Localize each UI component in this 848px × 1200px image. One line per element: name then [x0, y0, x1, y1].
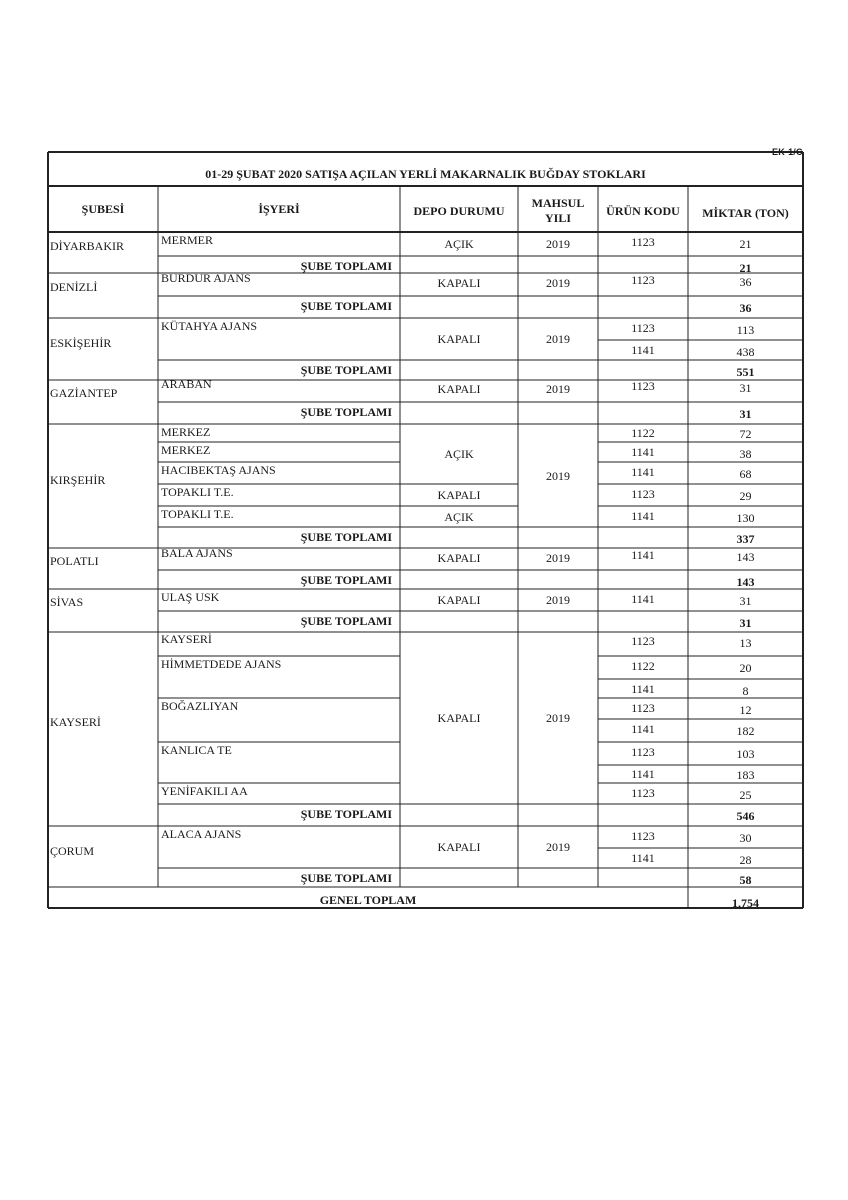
branch-name: ÇORUM: [50, 844, 95, 858]
table-title: 01-29 ŞUBAT 2020 SATIŞA AÇILAN YERLİ MAKARNALIK BUĞDAY STOKLARI: [205, 167, 646, 181]
branch-name: SİVAS: [50, 595, 84, 609]
header-depo: DEPO DURUMU: [413, 204, 505, 218]
isyeri-cell: ULAŞ USK: [161, 590, 220, 604]
subtotal-value: 36: [739, 301, 752, 315]
urun-kodu-cell: 1141: [631, 682, 655, 696]
branch-name: KAYSERİ: [50, 715, 101, 729]
depo-cell: KAPALI: [437, 840, 481, 854]
branch-name: KIRŞEHİR: [50, 472, 106, 487]
miktar-cell: 8: [742, 684, 749, 698]
header-miktar: MİKTAR (TON): [702, 206, 789, 220]
mahsul-yili-cell: 2019: [546, 840, 570, 854]
miktar-cell: 31: [739, 381, 752, 395]
isyeri-cell: KAYSERİ: [161, 632, 212, 646]
urun-kodu-cell: 1141: [631, 465, 655, 479]
subtotal-label: ŞUBE TOPLAMI: [300, 871, 392, 885]
branch-name: ESKİŞEHİR: [50, 336, 112, 350]
isyeri-cell: BOĞAZLIYAN: [161, 699, 239, 713]
mahsul-yili-cell: 2019: [546, 468, 570, 483]
urun-kodu-cell: 1141: [631, 592, 655, 606]
isyeri-cell: KÜTAHYA AJANS: [161, 319, 258, 333]
miktar-cell: 438: [736, 345, 755, 359]
miktar-cell: 25: [739, 788, 752, 802]
urun-kodu-cell: 1123: [631, 379, 655, 393]
isyeri-cell: HİMMETDEDE AJANS: [161, 657, 282, 671]
depo-cell: KAPALI: [437, 332, 481, 346]
urun-kodu-cell: 1141: [631, 343, 655, 357]
mahsul-yili-cell: 2019: [546, 382, 570, 396]
header-urun-kodu: ÜRÜN KODU: [606, 204, 680, 218]
miktar-cell: 68: [739, 467, 752, 481]
depo-cell: KAPALI: [437, 276, 481, 290]
isyeri-cell: BURDUR AJANS: [161, 271, 251, 285]
mahsul-yili-cell: 2019: [546, 593, 570, 607]
urun-kodu-cell: 1123: [631, 321, 655, 335]
mahsul-yili-cell: 2019: [546, 710, 570, 725]
mahsul-yili-cell: 2019: [546, 550, 570, 565]
miktar-cell: 143: [736, 550, 755, 564]
subtotal-value: 58: [739, 873, 752, 887]
document-tag: EK-1/C: [772, 147, 803, 157]
urun-kodu-cell: 1123: [631, 273, 655, 287]
branch-name: POLATLI: [50, 554, 99, 568]
isyeri-cell: TOPAKLI T.E.: [161, 485, 234, 499]
subtotal-value: 337: [736, 532, 755, 546]
miktar-cell: 21: [739, 237, 752, 251]
miktar-cell: 183: [736, 768, 755, 782]
urun-kodu-cell: 1141: [631, 851, 655, 865]
depo-cell: AÇIK: [444, 447, 474, 461]
subtotal-label: ŞUBE TOPLAMI: [300, 299, 392, 313]
isyeri-cell: MERKEZ: [161, 443, 211, 457]
miktar-cell: 30: [739, 831, 752, 845]
subtotal-value: 21: [739, 261, 752, 275]
isyeri-cell: ALACA AJANS: [161, 827, 242, 841]
branch-name: DENİZLİ: [50, 279, 98, 294]
miktar-cell: 130: [736, 511, 755, 525]
subtotal-label: ŞUBE TOPLAMI: [300, 405, 392, 419]
grand-total-value: 1,754: [732, 896, 759, 910]
miktar-cell: 72: [739, 427, 752, 441]
urun-kodu-cell: 1123: [631, 235, 655, 249]
miktar-cell: 28: [739, 853, 752, 867]
grand-total-label: GENEL TOPLAM: [319, 893, 417, 907]
depo-cell: AÇIK: [444, 509, 474, 524]
urun-kodu-cell: 1123: [631, 634, 655, 648]
urun-kodu-cell: 1123: [631, 829, 655, 843]
mahsul-yili-cell: 2019: [546, 332, 570, 346]
subtotal-label: ŞUBE TOPLAMI: [300, 573, 392, 587]
urun-kodu-cell: 1123: [631, 745, 655, 759]
subtotal-value: 546: [736, 809, 755, 823]
isyeri-cell: HACIBEKTAŞ AJANS: [161, 463, 276, 477]
isyeri-cell: BALA AJANS: [161, 546, 233, 560]
subtotal-label: ŞUBE TOPLAMI: [300, 807, 392, 821]
miktar-cell: 113: [736, 323, 755, 337]
mahsul-yili-cell: 2019: [546, 276, 570, 290]
urun-kodu-cell: 1141: [631, 445, 655, 459]
depo-cell: KAPALI: [437, 382, 481, 396]
subtotal-label: ŞUBE TOPLAMI: [300, 259, 392, 273]
isyeri-cell: TOPAKLI T.E.: [161, 507, 234, 521]
isyeri-cell: ARABAN: [161, 377, 212, 391]
depo-cell: KAPALI: [437, 488, 481, 502]
depo-cell: KAPALI: [437, 710, 481, 725]
depo-cell: KAPALI: [437, 593, 481, 607]
subtotal-value: 31: [739, 616, 752, 630]
miktar-cell: 20: [739, 661, 752, 675]
branch-name: GAZİANTEP: [50, 386, 118, 400]
miktar-cell: 182: [736, 724, 755, 738]
subtotal-label: ŞUBE TOPLAMI: [300, 363, 392, 377]
miktar-cell: 13: [739, 636, 752, 650]
urun-kodu-cell: 1141: [631, 509, 655, 523]
urun-kodu-cell: 1141: [631, 722, 655, 736]
urun-kodu-cell: 1123: [631, 487, 655, 501]
mahsul-yili-cell: 2019: [546, 237, 570, 251]
isyeri-cell: MERKEZ: [161, 425, 211, 439]
urun-kodu-cell: 1141: [631, 548, 655, 562]
urun-kodu-cell: 1122: [631, 659, 655, 673]
miktar-cell: 29: [739, 489, 752, 503]
branch-name: DİYARBAKIR: [50, 239, 125, 253]
subtotal-value: 551: [736, 365, 755, 379]
isyeri-cell: YENİFAKILI AA: [161, 784, 248, 798]
urun-kodu-cell: 1122: [631, 426, 655, 440]
depo-cell: KAPALI: [437, 550, 481, 565]
miktar-cell: 103: [736, 747, 755, 761]
header-mahsul: MAHSUL: [531, 196, 585, 210]
subtotal-label: ŞUBE TOPLAMI: [300, 614, 392, 628]
isyeri-cell: MERMER: [161, 233, 214, 247]
header-yil: YILI: [544, 211, 571, 225]
subtotal-label: ŞUBE TOPLAMI: [300, 530, 392, 544]
header-sube: ŞUBESİ: [81, 202, 125, 216]
urun-kodu-cell: 1123: [631, 786, 655, 800]
urun-kodu-cell: 1123: [631, 701, 655, 715]
miktar-cell: 36: [739, 275, 752, 289]
miktar-cell: 38: [739, 447, 752, 461]
miktar-cell: 12: [739, 703, 752, 717]
depo-cell: AÇIK: [444, 237, 474, 251]
isyeri-cell: KANLICA TE: [161, 743, 232, 757]
urun-kodu-cell: 1141: [631, 767, 655, 781]
subtotal-value: 143: [736, 575, 755, 589]
miktar-cell: 31: [739, 594, 752, 608]
subtotal-value: 31: [739, 407, 752, 421]
header-isyeri: İŞYERİ: [258, 202, 300, 216]
